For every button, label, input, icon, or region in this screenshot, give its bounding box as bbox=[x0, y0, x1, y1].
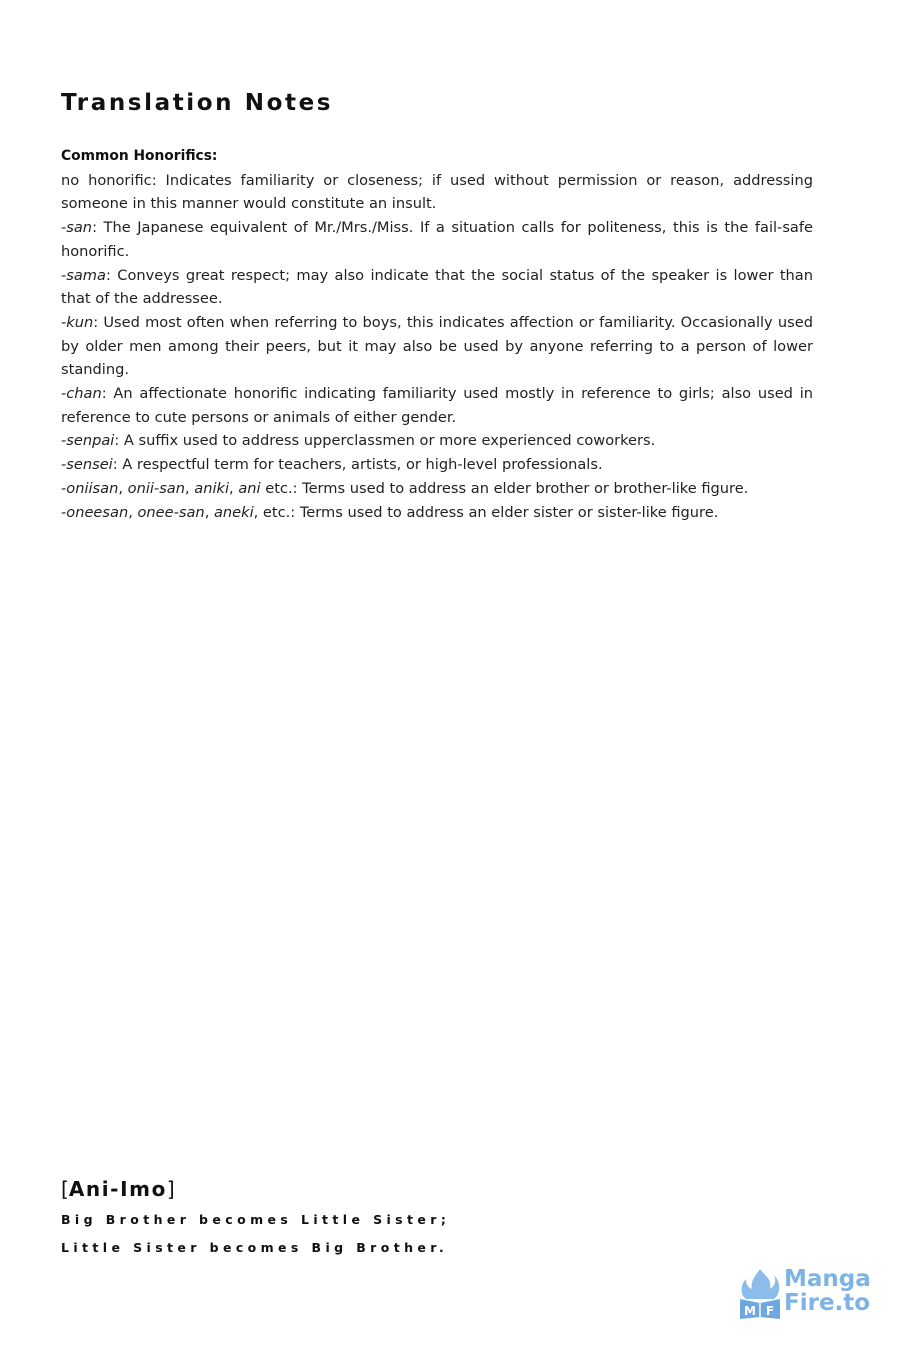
note-term: -oniisan bbox=[61, 479, 119, 497]
note-entry bbox=[61, 429, 813, 453]
note-entry bbox=[61, 477, 813, 501]
note-text: : Conveys great respect; may also indicate that the social status of the speaker is lower than that of the addressee. bbox=[61, 266, 813, 308]
note-entry bbox=[61, 453, 813, 477]
note-term: -oneesan bbox=[61, 503, 129, 521]
term-separator: , bbox=[204, 503, 214, 521]
note-text: : Used most often when referring to boys, this indicates affection or familiarity. Occasionally used by older men among their peers, but it may also be used by anyone referring to a person of lower standing. bbox=[61, 313, 813, 379]
series-name: Ani-Imo bbox=[68, 1177, 167, 1201]
watermark-line-2: Fire.to bbox=[784, 1290, 871, 1316]
tagline-line-2: Little Sister becomes Big Brother. bbox=[61, 1240, 449, 1255]
note-term: -san bbox=[61, 219, 93, 237]
note-term: aneki bbox=[213, 503, 254, 521]
note-text: : A suffix used to address upperclassmen or more experienced coworkers. bbox=[114, 432, 656, 450]
note-entry bbox=[61, 264, 813, 311]
note-entry bbox=[61, 501, 813, 525]
page-title: Translation Notes bbox=[61, 90, 334, 116]
note-text: : A respectful term for teachers, artists, or high-level professionals. bbox=[112, 456, 603, 474]
note-term: onii-san bbox=[127, 479, 185, 497]
watermark-line-1: Manga bbox=[784, 1266, 871, 1292]
note-text: , etc.: Terms used to address an elder sister or sister-like figure. bbox=[253, 503, 719, 521]
translation-notes bbox=[61, 145, 813, 524]
tagline-line-1: Big Brother becomes Little Sister; bbox=[61, 1212, 451, 1227]
section-heading: Common Honorifics: bbox=[61, 148, 218, 164]
note-text: : Indicates familiarity or closeness; if used without permission or reason, addressing someone in this manner would constitute an insult. bbox=[61, 171, 813, 213]
note-term: no honorific bbox=[61, 171, 152, 189]
term-separator: , bbox=[185, 479, 195, 497]
note-term: ani bbox=[238, 479, 261, 497]
series-title bbox=[61, 1176, 561, 1202]
series-block bbox=[61, 1176, 561, 1262]
note-term: aniki bbox=[194, 479, 230, 497]
note-text: : The Japanese equivalent of Mr./Mrs./Miss. If a situation calls for politeness, this is the fail-safe honorific. bbox=[61, 219, 813, 260]
bracket-open: [ bbox=[61, 1177, 69, 1201]
watermark bbox=[736, 1265, 876, 1321]
note-term: -sama bbox=[61, 266, 106, 284]
flame-book-icon bbox=[736, 1265, 784, 1321]
watermark-text bbox=[784, 1267, 871, 1315]
note-term: onee-san bbox=[137, 503, 205, 521]
note-text: : An affectionate honorific indicating familiarity used mostly in reference to girls; also used in reference to cute persons or animals of either gender. bbox=[61, 385, 813, 426]
term-separator: , bbox=[128, 503, 138, 521]
logo-letter-f: F bbox=[765, 1304, 775, 1318]
logo-letter-m: M bbox=[744, 1304, 756, 1318]
note-term: -sensei bbox=[61, 456, 113, 474]
term-separator: , bbox=[118, 479, 128, 497]
note-entry bbox=[61, 169, 813, 216]
bracket-close: ] bbox=[166, 1177, 175, 1201]
note-term: -chan bbox=[61, 385, 102, 403]
note-term: -senpai bbox=[61, 432, 115, 450]
term-separator: , bbox=[229, 479, 239, 497]
note-entry bbox=[61, 382, 813, 429]
note-entry bbox=[61, 216, 813, 263]
note-text: etc.: Terms used to address an elder brother or brother-like figure. bbox=[260, 479, 749, 497]
note-term: -kun bbox=[61, 313, 94, 331]
note-entry bbox=[61, 311, 813, 382]
